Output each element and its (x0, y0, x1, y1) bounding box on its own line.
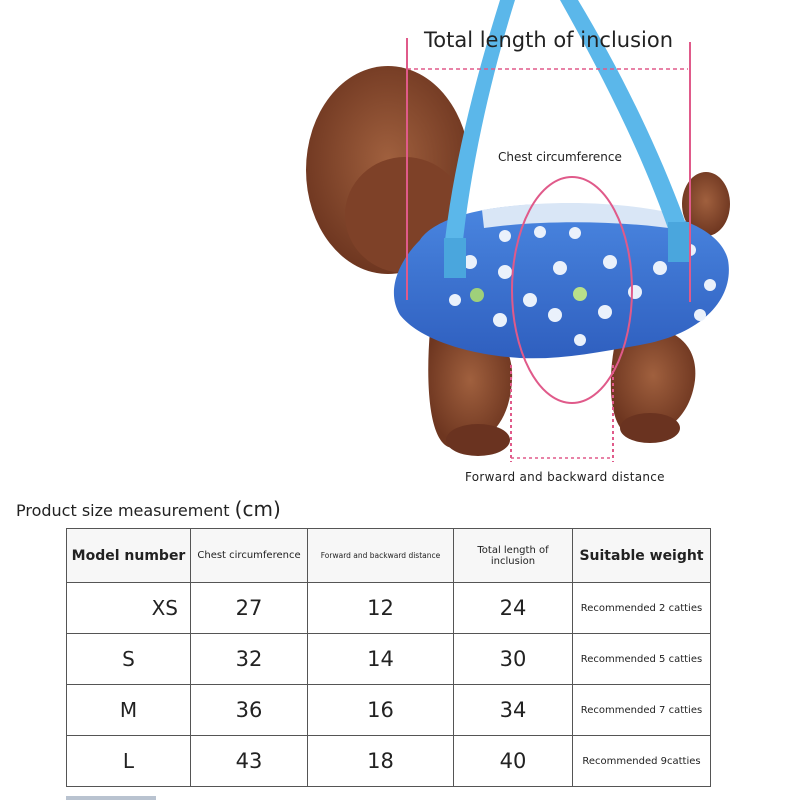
cell-total: 34 (454, 685, 573, 736)
cell-forward: 16 (308, 685, 454, 736)
label-chest-circumference: Chest circumference (498, 150, 622, 164)
cell-weight: Recommended 5 catties (573, 634, 711, 685)
cell-chest: 27 (191, 583, 308, 634)
table-row (67, 736, 711, 787)
cell-forward: 12 (308, 583, 454, 634)
table-header-row (67, 529, 711, 583)
cell-forward: 18 (308, 736, 454, 787)
header-model-number: Model number (67, 529, 191, 583)
cell-forward: 14 (308, 634, 454, 685)
cell-size: S (67, 634, 191, 685)
cell-total: 30 (454, 634, 573, 685)
header-total-length: Total length of inclusion (454, 529, 573, 583)
header-suitable-weight: Suitable weight (573, 529, 711, 583)
cell-total: 24 (454, 583, 573, 634)
cell-chest: 43 (191, 736, 308, 787)
cell-size: M (67, 685, 191, 736)
table-row (67, 634, 711, 685)
size-table (66, 528, 711, 787)
table-row (67, 583, 711, 634)
cell-chest: 32 (191, 634, 308, 685)
table-row (67, 685, 711, 736)
label-forward-backward-distance: Forward and backward distance (465, 470, 665, 484)
cell-size: L (67, 736, 191, 787)
cell-weight: Recommended 7 catties (573, 685, 711, 736)
label-total-length: Total length of inclusion (424, 28, 674, 52)
header-forward-backward-distance: Forward and backward distance (308, 529, 454, 583)
cell-chest: 36 (191, 685, 308, 736)
bottom-edge-bar (66, 796, 156, 800)
cell-weight: Recommended 9catties (573, 736, 711, 787)
cell-total: 40 (454, 736, 573, 787)
cell-size: XS (67, 583, 191, 634)
size-table-title-unit: (cm) (234, 497, 281, 521)
size-table-title (16, 497, 281, 521)
cell-weight: Recommended 2 catties (573, 583, 711, 634)
header-chest-circumference: Chest circumference (191, 529, 308, 583)
size-table-title-text: Product size measurement (16, 501, 230, 520)
